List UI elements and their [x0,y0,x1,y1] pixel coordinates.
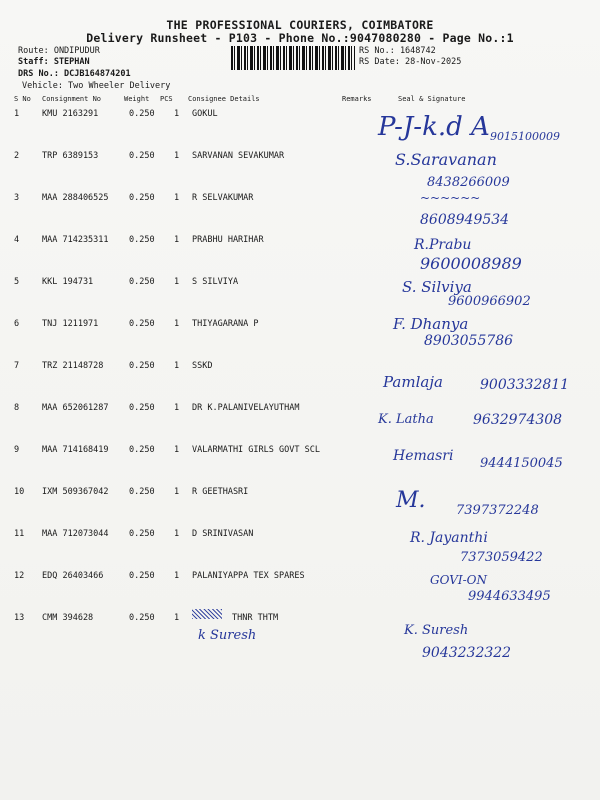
col-remarks-header: Remarks [342,95,372,103]
row-sno: 5 [14,277,20,287]
row-consignment: KMU 2163291 [42,109,99,119]
handwritten-phone-12: 9944633495 [468,589,551,604]
row-weight: 0.250 [129,151,155,161]
handwritten-phone-4: 9600008989 [420,254,522,273]
row-consignee: VALARMATHI GIRLS GOVT SCL [192,445,320,455]
row-pcs: 1 [174,235,180,245]
table-row [0,151,600,165]
row-sno: 1 [14,109,20,119]
row-consignee: PRABHU HARIHAR [192,235,264,245]
signature-6: F. Dhanya [393,315,469,333]
runsheet-subtitle: Delivery Runsheet - P103 - Phone No.:9047080280 - Page No.:1 [86,31,514,45]
row-sno: 10 [14,487,25,497]
handwritten-phone-5: 9600966902 [448,294,531,309]
row-weight: 0.250 [129,613,155,623]
signature-8: K. Latha [378,412,434,427]
row-consignee: DR K.PALANIVELAYUTHAM [192,403,300,413]
strikethrough-mark [192,609,222,619]
route-label: Route: ONDIPUDUR [18,46,100,56]
row-consignment: KKL 194731 [42,277,94,287]
row-consignment: CMM 394628 [42,613,94,623]
drs-label: DRS No.: DCJB164874201 [18,69,131,79]
row-consignee: R GEETHASRI [192,487,249,497]
row-sno: 6 [14,319,20,329]
table-row [0,277,600,291]
signature-7: Pamlaja [383,373,443,391]
row-weight: 0.250 [129,445,155,455]
handwritten-phone-9: 9444150045 [480,456,563,471]
signature-12: GOVI-ON [430,573,488,587]
row-pcs: 1 [174,445,180,455]
row-sno: 4 [14,235,20,245]
row-consignment: TNJ 1211971 [42,319,99,329]
row-consignee: GOKUL [192,109,218,119]
row-pcs: 1 [174,151,180,161]
row-weight: 0.250 [129,361,155,371]
row-sno: 7 [14,361,20,371]
row-pcs: 1 [174,403,180,413]
row-weight: 0.250 [129,193,155,203]
rs-number: RS No.: 1648742 [359,46,436,56]
row-sno: 9 [14,445,20,455]
handwritten-name-13: k Suresh [198,628,257,643]
row-pcs: 1 [174,109,180,119]
row-sno: 2 [14,151,20,161]
table-row [0,235,600,249]
row-consignee: THIYAGARANA P [192,319,259,329]
signature-11: R. Jayanthi [410,530,488,546]
row-consignee: D SRINIVASAN [192,529,254,539]
row-weight: 0.250 [129,235,155,245]
row-sno: 3 [14,193,20,203]
row-pcs: 1 [174,277,180,287]
row-pcs: 1 [174,193,180,203]
handwritten-phone-6: 8903055786 [424,333,514,349]
col-pcs-header: PCS [160,95,173,103]
signature-9: Hemasri [393,448,454,464]
signature-10: M. [396,488,426,513]
handwritten-phone-8: 9632974308 [473,412,563,428]
row-weight: 0.250 [129,529,155,539]
row-weight: 0.250 [129,109,155,119]
row-consignment: MAA 712073044 [42,529,109,539]
signature-1: P-J-k.d A [378,112,490,142]
staff-label: Staff: STEPHAN [18,57,90,67]
row-weight: 0.250 [129,571,155,581]
row-sno: 13 [14,613,25,623]
row-weight: 0.250 [129,277,155,287]
row-weight: 0.250 [129,487,155,497]
table-row [0,319,600,333]
table-row [0,193,600,207]
handwritten-phone-3: 8608949534 [420,212,510,228]
row-pcs: 1 [174,319,180,329]
handwritten-phone-11: 7373059422 [460,550,543,565]
handwritten-phone-13: 9043232322 [422,645,512,661]
signature-13: K. Suresh [404,623,469,638]
row-consignee: S SILVIYA [192,277,239,287]
row-consignment: TRZ 21148728 [42,361,104,371]
row-consignment: MAA 714235311 [42,235,109,245]
col-consignment-header: Consignment No [42,95,102,103]
handwritten-phone-7: 9003332811 [480,377,570,393]
signature-5: S. Silviya [402,278,472,296]
row-consignment: EDQ 26403466 [42,571,104,581]
table-row [0,487,600,501]
handwritten-phone-10: 7397372248 [456,503,539,518]
vehicle-label: Vehicle: Two Wheeler Delivery [22,81,171,91]
signature-2b: ~~~~~~ [420,191,481,205]
row-weight: 0.250 [129,403,155,413]
row-consignment: IXM 509367042 [42,487,109,497]
col-consignee-header: Consignee Details [188,95,260,103]
row-consignment: MAA 288406525 [42,193,109,203]
table-row [0,571,600,585]
row-consignment: MAA 652061287 [42,403,109,413]
col-sno-header: S No [14,95,31,103]
row-sno: 8 [14,403,20,413]
table-row [0,613,600,627]
col-weight-header: Weight [124,95,150,103]
row-pcs: 1 [174,529,180,539]
company-title: THE PROFESSIONAL COURIERS, COIMBATORE [166,18,434,32]
table-row [0,529,600,543]
row-pcs: 1 [174,613,180,623]
row-consignment: TRP 6389153 [42,151,99,161]
row-sno: 12 [14,571,25,581]
row-weight: 0.250 [129,319,155,329]
row-pcs: 1 [174,571,180,581]
row-consignment: MAA 714168419 [42,445,109,455]
signature-2: S.Saravanan [395,150,497,169]
row-consignee: R SELVAKUMAR [192,193,254,203]
barcode [231,46,355,70]
table-row [0,361,600,375]
row-consignee: SSKD [192,361,213,371]
rs-date: RS Date: 28-Nov-2025 [359,57,462,67]
handwritten-phone-2: 8438266009 [427,175,510,190]
row-consignee: THNR THTM [232,613,279,623]
table-row [0,109,600,123]
row-pcs: 1 [174,487,180,497]
row-consignee: PALANIYAPPA TEX SPARES [192,571,305,581]
handwritten-phone-1: 9015100009 [490,130,560,143]
row-sno: 11 [14,529,25,539]
signature-4: R.Prabu [414,237,472,253]
col-seal-header: Seal & Signature [398,95,466,103]
row-pcs: 1 [174,361,180,371]
row-consignee: SARVANAN SEVAKUMAR [192,151,285,161]
